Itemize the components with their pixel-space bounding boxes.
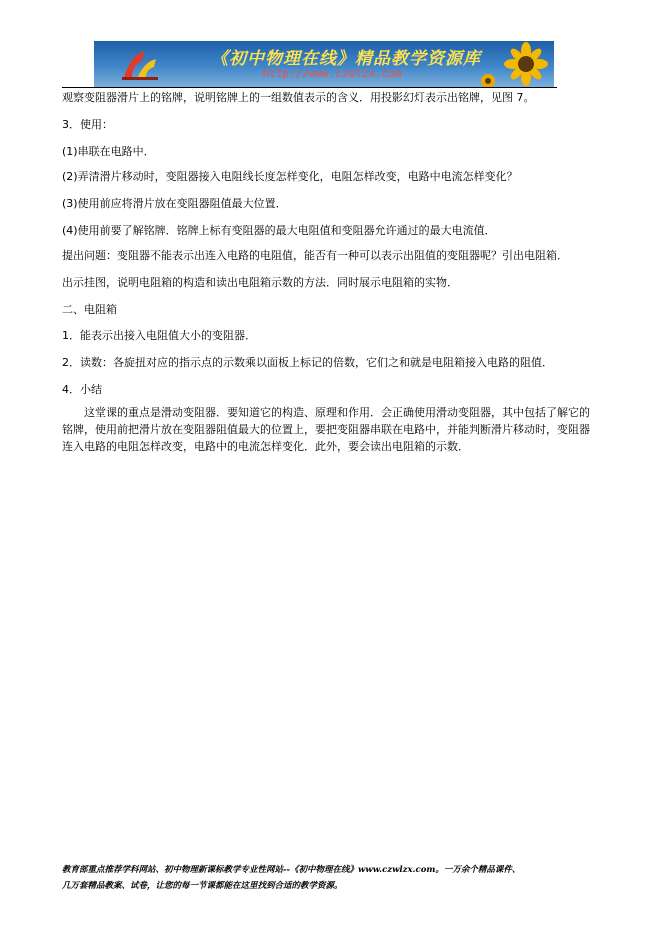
section-heading: 4．小结	[62, 383, 102, 396]
list-item: (2)弄清滑片移动时，变阻器接入电阻线长度怎样变化，电阻怎样改变，电路中电流怎样变化？	[62, 170, 518, 183]
header-banner	[94, 41, 554, 87]
text-line: 观察变阻器滑片上的铭牌，说明铭牌上的一组数值表示的含义．用投影幻灯表示出铭牌，见图 7。	[62, 91, 535, 104]
list-item: (3)使用前应将滑片放在变阻器阻值最大位置．	[62, 197, 287, 210]
document-body	[62, 88, 598, 455]
footer-line: 几万套精品教案、试卷，让您的每一节课都能在这里找到合适的教学资源。	[62, 881, 343, 891]
footer-line: 教育部重点推荐学科网站、初中物理新课标教学专业性网站--《初中物理在线》www.czwlzx.com。一万余个精品课件、	[62, 865, 521, 875]
banner-title: 《初中物理在线》精品教学资源库	[211, 49, 481, 69]
list-item: 1．能表示出接入电阻值大小的变阻器．	[62, 329, 256, 342]
text-line: 提出问题：变阻器不能表示出连入电路的电阻值，能否有一种可以表示出阻值的变阻器呢？引出电阻箱．	[62, 249, 568, 262]
list-item: (4)使用前要了解铭牌．铭牌上标有变阻器的最大电阻值和变阻器允许通过的最大电流值．	[62, 224, 496, 237]
list-item: (1)串联在电路中．	[62, 145, 155, 158]
list-item: 2．读数：各旋扭对应的指示点的示数乘以面板上标记的倍数，它们之和就是电阻箱接入电路的阻值．	[62, 356, 553, 369]
section-heading: 二、电阻箱	[62, 303, 117, 316]
section-heading: 3．使用：	[62, 118, 113, 131]
summary-paragraph: 这堂课的重点是滑动变阻器．要知道它的构造、原理和作用．会正确使用滑动变阻器，其中包括了解它的铭牌，使用前把滑片放在变阻器阻值最大的位置上，要把变阻器串联在电路中，并能判断滑片移动时，变阻器连入电路的电阻怎样改变，电路中的电流怎样变化．此外，要会读出电阻箱的示数．	[62, 406, 590, 453]
page-footer	[62, 862, 602, 894]
banner-url: http://www.czwlzx.com	[262, 67, 402, 80]
text-line: 出示挂图，说明电阻箱的构造和读出电阻箱示数的方法．同时展示电阻箱的实物．	[62, 276, 458, 289]
sunflower-icon	[474, 41, 554, 87]
site-logo-icon	[120, 47, 160, 81]
